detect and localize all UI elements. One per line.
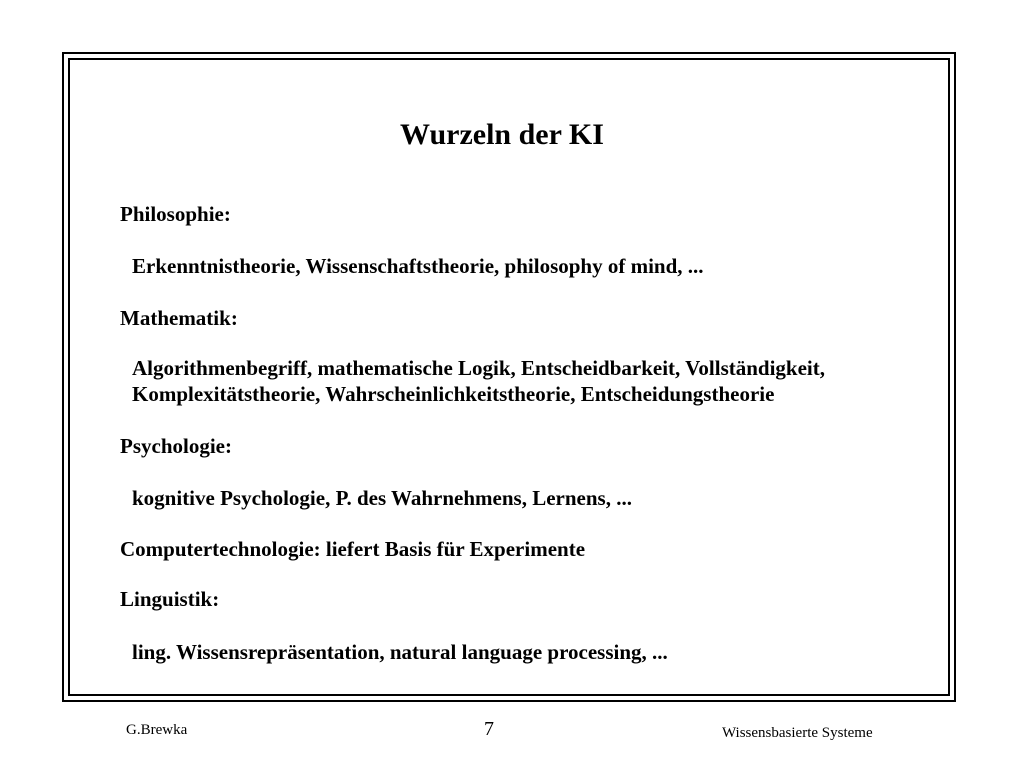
section-heading-psychologie: Psychologie: (120, 434, 232, 458)
section-text-mathematik-1: Algorithmenbegriff, mathematische Logik, Entscheidbarkeit, Vollständigkeit, (132, 356, 826, 380)
section-heading-philosophie: Philosophie: (120, 202, 231, 226)
section-text-mathematik-2: Komplexitätstheorie, Wahrscheinlichkeitstheorie, Entscheidungstheorie (132, 382, 775, 406)
section-heading-mathematik: Mathematik: (120, 306, 238, 330)
slide-title: Wurzeln der KI (400, 118, 604, 151)
section-text-philosophie: Erkenntnistheorie, Wissenschaftstheorie, philosophy of mind, ... (132, 254, 704, 278)
footer-page-number: 7 (484, 718, 494, 740)
section-text-psychologie: kognitive Psychologie, P. des Wahrnehmens, Lernens, ... (132, 486, 632, 510)
section-heading-linguistik: Linguistik: (120, 587, 220, 611)
footer-course: Wissensbasierte Systeme (722, 725, 873, 741)
section-text-linguistik: ling. Wissensrepräsentation, natural language processing, ... (132, 640, 668, 664)
section-heading-computertechnologie: Computertechnologie: liefert Basis für Experimente (120, 537, 586, 561)
footer-author: G.Brewka (126, 722, 188, 738)
